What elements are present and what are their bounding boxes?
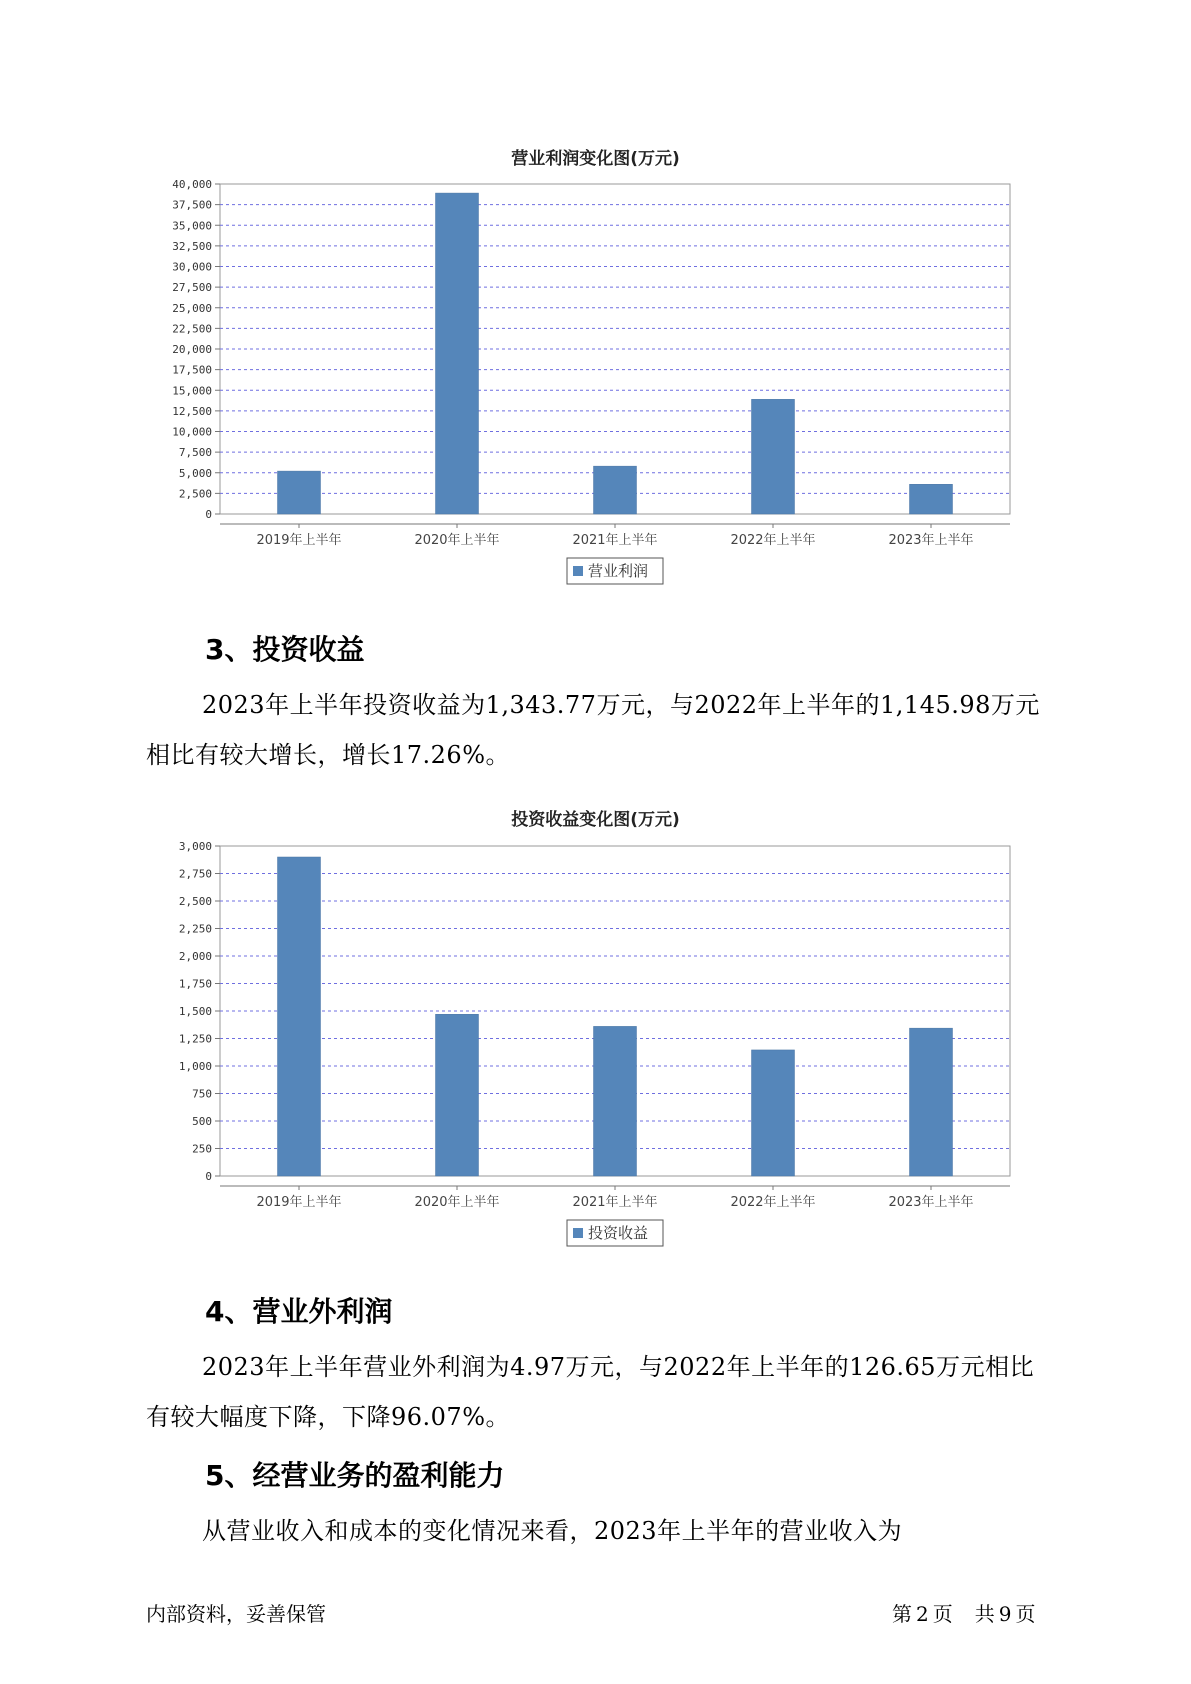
y-tick-label: 17,500 <box>172 363 212 377</box>
x-tick-label: 2023年上半年 <box>888 533 974 548</box>
y-tick-label: 750 <box>192 1087 212 1101</box>
bar <box>278 857 321 1176</box>
page-label-suffix: 页 <box>932 1602 953 1626</box>
total-label-suffix: 页 <box>1015 1602 1036 1626</box>
y-tick-label: 12,500 <box>172 404 212 418</box>
bar <box>594 466 637 514</box>
section-paragraph-non-operating-profit: 2023年上半年营业外利润为4.97万元，与2022年上半年的126.65万元相比有较大幅度下降，下降96.07%。 <box>146 1353 1035 1431</box>
investment-income-chart-svg <box>0 832 1191 1252</box>
page-number: 2 <box>916 1602 929 1626</box>
chart-title-operating-profit: 营业利润变化图(万元) <box>511 149 680 169</box>
y-tick-label: 0 <box>205 508 212 521</box>
x-tick-label: 2021年上半年 <box>572 1195 658 1210</box>
y-tick-label: 10,000 <box>172 425 212 439</box>
y-tick-label: 35,000 <box>172 219 212 233</box>
y-tick-label: 2,500 <box>178 487 212 501</box>
legend-label: 投资收益 <box>588 1224 649 1242</box>
y-tick-label: 27,500 <box>172 281 212 295</box>
y-tick-label: 22,500 <box>172 322 212 336</box>
y-tick-label: 2,500 <box>178 895 212 908</box>
y-tick-label: 0 <box>205 1170 212 1183</box>
y-tick-label: 2,250 <box>178 922 212 936</box>
x-tick-label: 2020年上半年 <box>414 1195 500 1210</box>
bar <box>594 1026 637 1176</box>
bar <box>752 1050 795 1176</box>
y-tick-label: 1,750 <box>178 977 212 991</box>
x-tick-label: 2021年上半年 <box>572 533 658 548</box>
footer-page-indicator <box>892 1598 1039 1627</box>
y-tick-label: 3,000 <box>178 840 212 853</box>
x-tick-label: 2019年上半年 <box>256 1195 342 1210</box>
plot-area <box>220 184 1010 514</box>
x-tick-label: 2022年上半年 <box>730 1195 816 1210</box>
x-tick-label: 2019年上半年 <box>256 533 342 548</box>
section-paragraph-investment-income: 2023年上半年投资收益为1,343.77万元，与2022年上半年的1,145.98万元相比有较大增长，增长17.26%。 <box>146 691 1040 769</box>
y-tick-label: 30,000 <box>172 260 212 274</box>
investment-income-chart <box>0 832 1191 1252</box>
y-tick-label: 500 <box>192 1115 212 1128</box>
y-tick-label: 20,000 <box>172 343 212 356</box>
bar <box>436 193 479 514</box>
legend-label: 营业利润 <box>588 562 649 580</box>
operating-profit-chart <box>0 170 1191 590</box>
legend-swatch <box>573 1228 583 1238</box>
y-tick-label: 5,000 <box>178 466 212 480</box>
bar <box>436 1014 479 1176</box>
bar <box>910 484 953 514</box>
x-tick-label: 2022年上半年 <box>730 533 816 548</box>
page-label-prefix: 第 <box>892 1602 912 1626</box>
section-heading-investment-income: 3、投资收益 <box>205 633 365 666</box>
y-tick-label: 25,000 <box>172 301 212 315</box>
footer-confidential-note: 内部资料，妥善保管 <box>146 1602 326 1626</box>
y-tick-label: 37,500 <box>172 198 212 212</box>
chart-title-investment-income: 投资收益变化图(万元) <box>511 810 680 830</box>
operating-profit-chart-svg <box>0 170 1191 590</box>
bar <box>278 471 321 514</box>
y-tick-label: 7,500 <box>178 446 212 460</box>
bar <box>752 399 795 514</box>
section-heading-non-operating-profit: 4、营业外利润 <box>205 1295 393 1328</box>
y-tick-label: 2,000 <box>178 950 212 963</box>
y-tick-label: 250 <box>192 1142 212 1156</box>
legend-swatch <box>573 566 583 576</box>
y-tick-label: 32,500 <box>172 239 212 253</box>
y-tick-label: 2,750 <box>178 867 212 881</box>
section-heading-profitability: 5、经营业务的盈利能力 <box>205 1459 505 1492</box>
bar <box>910 1028 953 1176</box>
y-tick-label: 1,500 <box>178 1005 212 1018</box>
y-tick-label: 1,250 <box>178 1032 212 1046</box>
y-tick-label: 40,000 <box>172 178 212 191</box>
x-tick-label: 2023年上半年 <box>888 1195 974 1210</box>
y-tick-label: 15,000 <box>172 384 212 398</box>
section-paragraph-profitability: 从营业收入和成本的变化情况来看，2023年上半年的营业收入为 <box>202 1517 903 1545</box>
y-tick-label: 1,000 <box>178 1060 212 1073</box>
total-pages: 9 <box>998 1602 1012 1626</box>
total-label-prefix: 共 <box>974 1602 995 1626</box>
x-tick-label: 2020年上半年 <box>414 533 500 548</box>
